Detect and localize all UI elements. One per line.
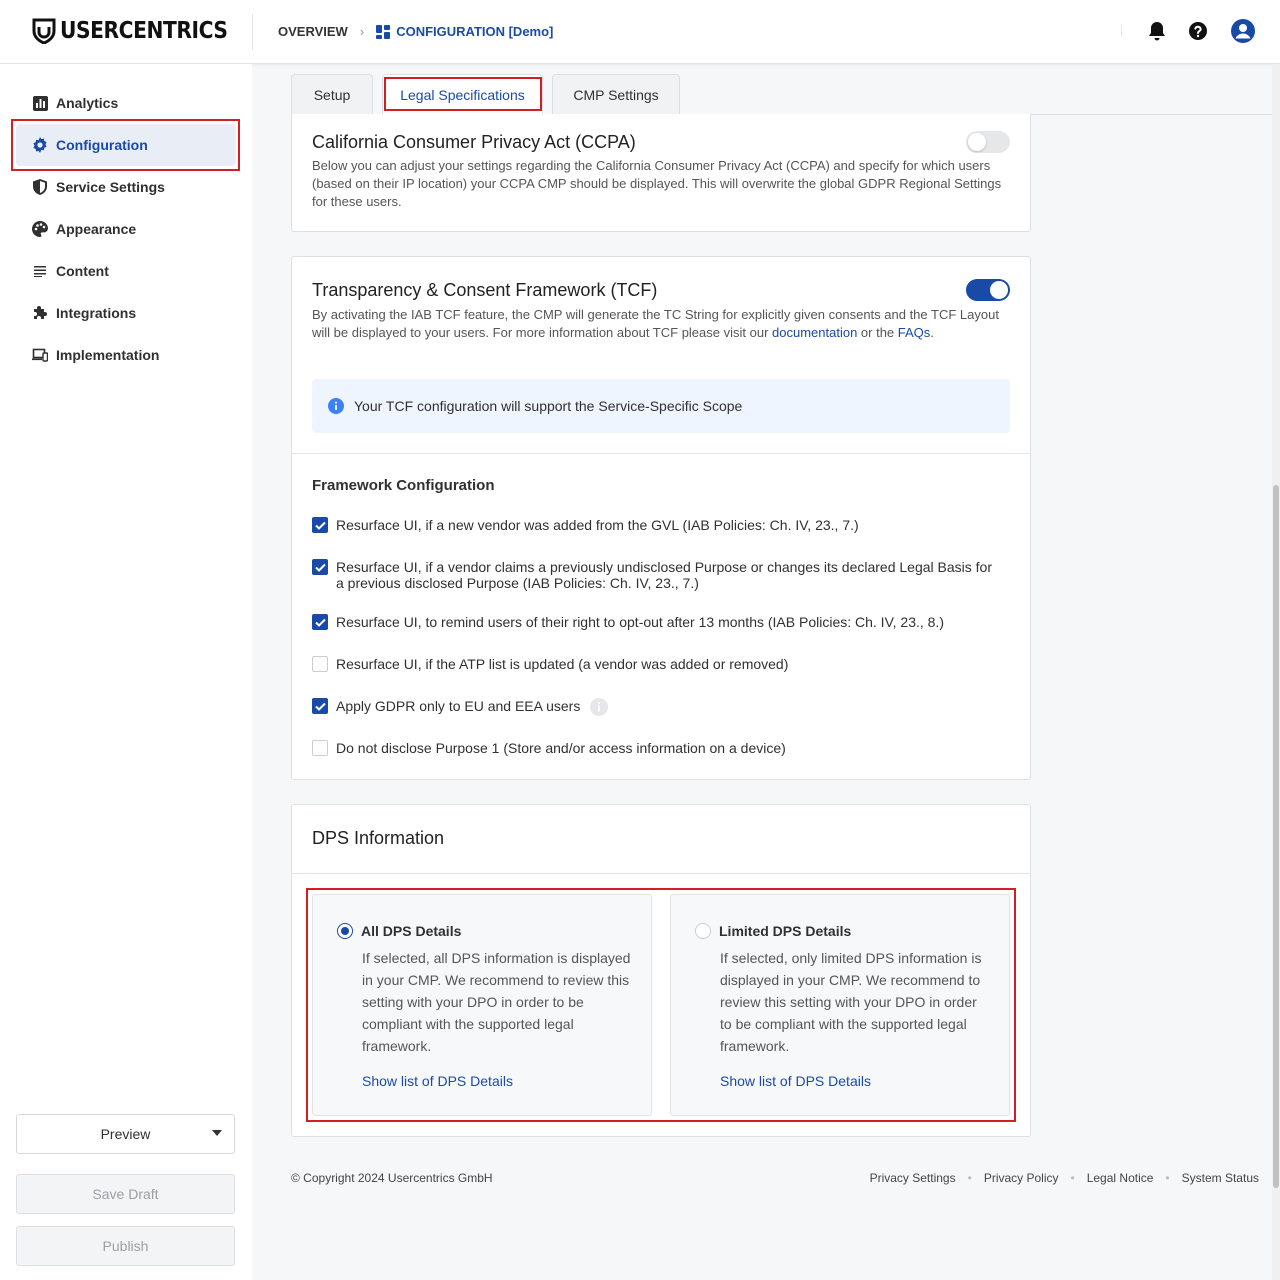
radio-unselected[interactable] [695, 923, 711, 939]
tab-legal-specifications[interactable] [382, 74, 543, 115]
dashboard-icon [376, 25, 390, 39]
dps-option-description: If selected, all DPS information is displayed in your CMP. We recommend to review this setting with your DPO in order to be compliant with the supported legal framework. [362, 950, 631, 1054]
footer-separator: • [967, 1171, 972, 1185]
dps-card [291, 804, 1031, 1137]
ccpa-card [291, 114, 1031, 232]
preview-button[interactable] [16, 1114, 235, 1154]
sidebar-item-configuration[interactable] [16, 124, 236, 166]
sidebar-item-label: Integrations [56, 305, 137, 321]
logo-text: USERCENTRICS [60, 18, 228, 44]
framework-option-row[interactable] [312, 559, 1002, 591]
sidebar-item-label: Implementation [56, 347, 160, 363]
preview-label: Preview [100, 1126, 151, 1142]
tcf-description [312, 306, 1002, 342]
publish-button[interactable] [16, 1226, 235, 1266]
sidebar-item-integrations[interactable] [16, 292, 236, 334]
tab-setup[interactable] [291, 74, 373, 115]
breadcrumb-overview[interactable]: OVERVIEW [278, 24, 348, 39]
copyright-text: © Copyright 2024 Usercentrics GmbH [291, 1171, 493, 1185]
show-dps-details-link[interactable]: Show list of DPS Details [362, 1073, 513, 1089]
footer-link-legal-notice[interactable]: Legal Notice [1086, 1171, 1154, 1185]
faqs-link[interactable]: FAQs [897, 325, 931, 340]
framework-option-row[interactable] [312, 740, 1002, 756]
documentation-link[interactable]: documentation [772, 325, 858, 340]
caret-down-icon [212, 1130, 222, 1136]
help-icon[interactable] [1188, 21, 1208, 41]
chevron-right-icon: › [359, 24, 365, 39]
tab-cmp-settings[interactable] [552, 74, 680, 115]
sidebar-item-content[interactable] [16, 250, 236, 292]
framework-config-heading: Framework Configuration [312, 477, 495, 494]
sidebar-item-service-settings[interactable] [16, 166, 236, 208]
top-bar [0, 0, 1280, 64]
dps-option-limited[interactable] [670, 894, 1010, 1116]
scrollbar-thumb[interactable] [1273, 485, 1279, 1188]
footer-links [870, 1171, 1259, 1185]
sidebar [0, 64, 252, 1280]
save-draft-button[interactable] [16, 1174, 235, 1214]
framework-option-row[interactable] [312, 517, 1002, 533]
sidebar-item-label: Service Settings [56, 179, 165, 195]
checkbox-checked[interactable] [312, 614, 328, 630]
tcf-toggle[interactable] [966, 279, 1010, 301]
checkbox-checked[interactable] [312, 698, 328, 714]
sidebar-item-appearance[interactable] [16, 208, 236, 250]
breadcrumb [278, 24, 553, 39]
toggle-knob [968, 133, 986, 151]
checkbox-checked[interactable] [312, 517, 328, 533]
tcf-card [291, 256, 1031, 780]
tcf-desc-text: or the [857, 325, 898, 340]
sidebar-item-analytics[interactable] [16, 82, 236, 124]
tcf-desc-text: . [930, 325, 934, 340]
header-actions [1121, 18, 1256, 44]
save-draft-label: Save Draft [92, 1186, 159, 1202]
user-avatar-icon[interactable] [1230, 18, 1256, 44]
footer-separator: • [1165, 1171, 1170, 1185]
header-divider [252, 14, 253, 50]
devices-icon [32, 347, 48, 363]
footer-separator: • [1070, 1171, 1075, 1185]
toggle-knob [990, 281, 1008, 299]
framework-option-label: Resurface UI, if a new vendor was added from the GVL (IAB Policies: Ch. IV, 23., 7.) [336, 517, 859, 533]
dps-option-all[interactable] [312, 894, 652, 1116]
section-divider [292, 873, 1030, 874]
tab-label: Legal Specifications [400, 87, 525, 103]
dps-option-title: Limited DPS Details [719, 923, 852, 939]
shield-icon [32, 179, 48, 195]
framework-option-label: Resurface UI, if a vendor claims a previously undisclosed Purpose or changes its declared Legal Basis for a previous disclosed Purpose (IAB Policies: Ch. IV, 23., 7.) [336, 559, 992, 591]
checkbox-checked[interactable] [312, 559, 328, 575]
usercentrics-logo[interactable] [32, 18, 250, 44]
framework-option-label: Resurface UI, to remind users of their right to opt-out after 13 months (IAB Policies: Ch. IV, 23., 8.) [336, 614, 944, 630]
breadcrumb-current [376, 24, 553, 39]
tcf-info-box [312, 379, 1010, 433]
info-tooltip-icon[interactable] [590, 698, 608, 716]
tcf-title: Transparency & Consent Framework (TCF) [312, 280, 658, 300]
ccpa-toggle[interactable] [966, 131, 1010, 153]
ccpa-title: California Consumer Privacy Act (CCPA) [312, 132, 636, 152]
lines-icon [32, 263, 48, 279]
sidebar-item-label: Analytics [56, 95, 119, 111]
show-dps-details-link[interactable]: Show list of DPS Details [720, 1073, 871, 1089]
ccpa-description: Below you can adjust your settings regarding the California Consumer Privacy Act (CCPA) and specify for which users (based on their IP location) your CCPA CMP should be displayed. This will overwrite the global GDPR Regional Settings for these users. [312, 158, 1002, 209]
checkbox-unchecked[interactable] [312, 740, 328, 756]
actions-divider [1121, 25, 1122, 37]
dps-option-description: If selected, only limited DPS information is displayed in your CMP. We recommend to review this setting with your DPO in order to be compliant with the supported legal framework. [720, 950, 982, 1054]
gear-icon [32, 137, 48, 153]
radio-selected[interactable] [337, 923, 353, 939]
framework-option-row[interactable] [312, 656, 1002, 672]
framework-option-label: Resurface UI, if the ATP list is updated (a vendor was added or removed) [336, 656, 789, 672]
palette-icon [32, 221, 48, 237]
puzzle-icon [32, 305, 48, 321]
framework-option-row[interactable] [312, 698, 1002, 716]
footer-link-privacy-settings[interactable]: Privacy Settings [869, 1171, 956, 1185]
dps-title: DPS Information [312, 828, 445, 848]
framework-option-label: Do not disclose Purpose 1 (Store and/or access information on a device) [336, 740, 786, 756]
footer-link-system-status[interactable]: System Status [1181, 1171, 1259, 1185]
info-icon [328, 398, 344, 414]
section-divider [292, 453, 1030, 454]
tab-label: Setup [313, 87, 351, 103]
tcf-desc-text: By activating the IAB TCF feature, the CMP will generate the TC String for explicitly given consents and the TCF Layout will be displayed to your users. For more information about TCF please visit our [312, 307, 999, 340]
tcf-info-text: Your TCF configuration will support the Service-Specific Scope [354, 398, 743, 414]
sidebar-item-label: Appearance [56, 221, 137, 237]
analytics-icon [32, 95, 48, 111]
logo-shield-icon [32, 18, 56, 44]
footer-link-privacy-policy[interactable]: Privacy Policy [983, 1171, 1059, 1185]
dps-option-title: All DPS Details [361, 923, 462, 939]
tab-label: CMP Settings [573, 87, 659, 103]
framework-option-row[interactable] [312, 614, 1002, 630]
checkbox-unchecked[interactable] [312, 656, 328, 672]
framework-option-label: Apply GDPR only to EU and EEA users [336, 698, 581, 714]
bell-icon[interactable] [1148, 21, 1166, 41]
sidebar-item-implementation[interactable] [16, 334, 236, 376]
sidebar-item-label: Content [56, 263, 109, 279]
sidebar-item-label: Configuration [56, 137, 148, 153]
breadcrumb-current-label: CONFIGURATION [Demo] [396, 24, 554, 39]
publish-label: Publish [102, 1238, 149, 1254]
